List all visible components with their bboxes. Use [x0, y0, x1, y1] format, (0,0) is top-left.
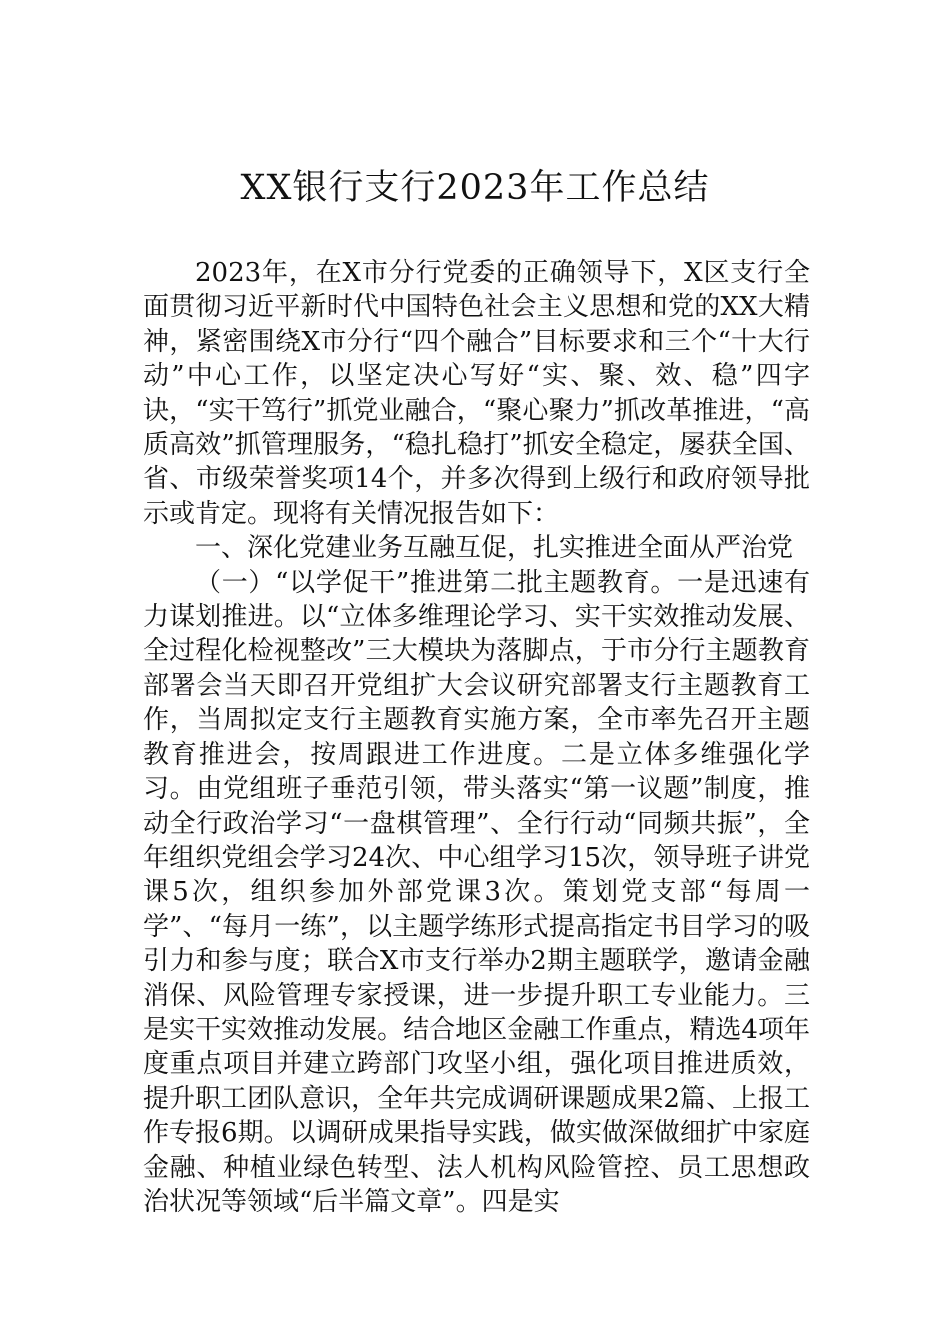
- document-title: XX银行支行2023年工作总结: [240, 168, 710, 208]
- document-body: [143, 256, 810, 1219]
- intro-paragraph: 2023年，在X市分行党委的正确领导下，X区支行全面贯彻习近平新时代中国特色社会主义思想和党的XX大精神，紧密围绕X市分行“四个融合”目标要求和三个“十大行动”中心工作，以坚定决心写好“实、聚、效、稳”四字诀，“实干笃行”抓党业融合，“聚心聚力”抓改革推进，“高质高效”抓管理服务，“稳扎稳打”抓安全稳定，屡获全国、省、市级荣誉奖项14个，并多次得到上级行和政府领导批示或肯定。现将有关情况报告如下：: [143, 258, 810, 529]
- section-heading-1: 一、深化党建业务互融互促，扎实推进全面从严治党: [195, 533, 794, 564]
- subsection-paragraph-1: （一）“以学促干”推进第二批主题教育。一是迅速有力谋划推进。以“立体多维理论学习、实干实效推动发展、全过程化检视整改”三大模块为落脚点，于市分行主题教育部署会当天即召开党组扩大会议研究部署支行主题教育工作，当周拟定支行主题教育实施方案，全市率先召开主题教育推进会，按周跟进工作进度。二是立体多维强化学习。由党组班子垂范引领，带头落实“第一议题”制度，推动全行政治学习“一盘棋管理”、全行行动“同频共振”，全年组织党组会学习24次、中心组学习15次，领导班子讲党课5次，组织参加外部党课3次。策划党支部“每周一学”、“每月一练”，以主题学练形式提高指定书目学习的吸引力和参与度；联合X市支行举办2期主题联学，邀请金融消保、风险管理专家授课，进一步提升职工专业能力。三是实干实效推动发展。结合地区金融工作重点，精选4项年度重点项目并建立跨部门攻坚小组，强化项目推进质效，提升职工团队意识，全年共完成调研课题成果2篇、上报工作专报6期。以调研成果指导实践，做实做深做细扩中家庭金融、种植业绿色转型、法人机构风险管控、员工思想政治状况等领域“后半篇文章”。四是实: [143, 567, 810, 1217]
